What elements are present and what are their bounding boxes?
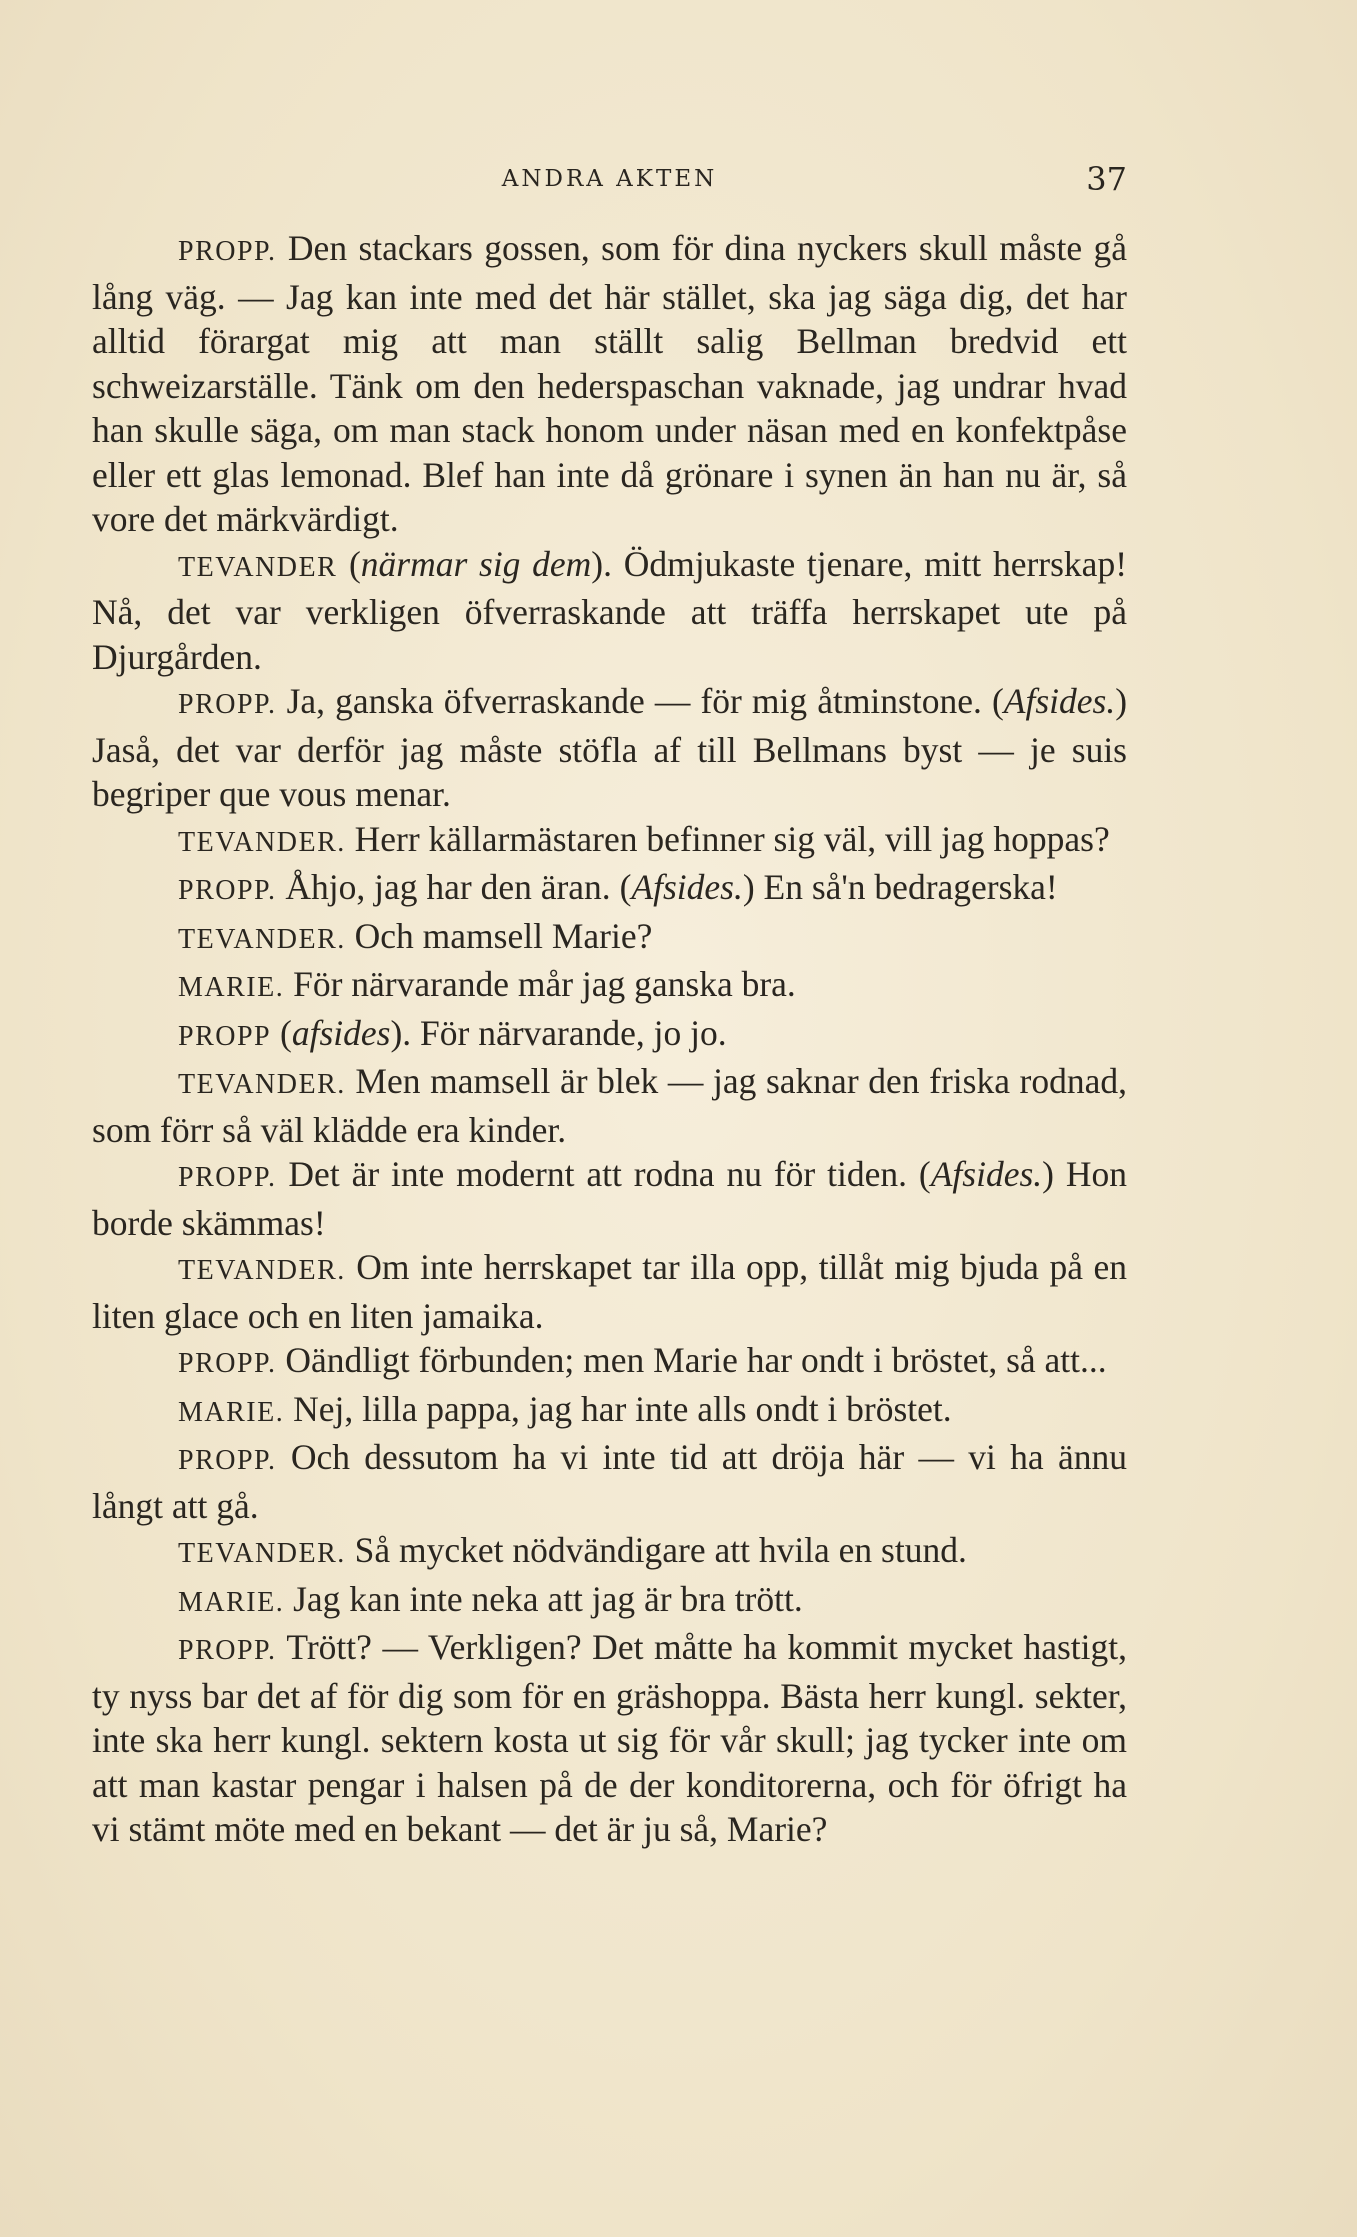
dialogue-paragraph [92, 1577, 1127, 1626]
dialogue-text: Hon borde skämmas! [92, 1154, 1128, 1243]
dialogue-text: Och dessutom ha vi inte tid att dröja här — vi ha ännu långt att gå. [92, 1437, 1127, 1526]
speaker-name: MARIE. [178, 1396, 285, 1428]
dialogue-text: Men mamsell är blek — jag saknar den friska rodnad, som förr så väl klädde era kinder. [92, 1061, 1128, 1150]
dialogue-paragraph [92, 865, 1127, 914]
speaker-name: PROPP. [178, 875, 277, 906]
dialogue-paragraph [92, 817, 1127, 866]
dialogue-text: Oändligt förbunden; men Marie har ondt i bröstet, så att... [285, 1340, 1107, 1380]
direction-close: ) [742, 867, 755, 907]
dialogue-text: Så mycket nödvändigare att hvila en stund. [354, 1530, 967, 1570]
direction-open: ( [991, 681, 1004, 721]
speaker-name: PROPP. [178, 1348, 277, 1379]
speaker-name: PROPP. [178, 1635, 277, 1666]
speaker-name: TEVANDER. [178, 1069, 346, 1100]
direction-close: ) [1115, 681, 1128, 721]
speaker-name: MARIE. [178, 1586, 285, 1618]
dialogue-text: För närvarande, jo jo. [420, 1012, 727, 1053]
speaker-name: PROPP. [178, 236, 277, 267]
speaker-name: PROPP. [178, 1162, 277, 1193]
dialogue-paragraph [92, 1059, 1127, 1152]
dialogue-paragraph [92, 1152, 1127, 1245]
page-number: 37 [1086, 160, 1127, 198]
dialogue-paragraph [92, 1011, 1127, 1060]
dialogue-text: Jag kan inte neka att jag är bra trött. [293, 1578, 803, 1619]
speaker-name: PROPP. [178, 1445, 277, 1476]
running-head: ANDRA AKTEN [501, 166, 718, 192]
dialogue-paragraph [92, 1338, 1127, 1387]
direction-open: ( [280, 1012, 292, 1053]
dialogue-text: Jaså, det var derför jag måste stöfla af till Bellmans byst — je suis begriper que vous menar. [92, 729, 1127, 814]
speaker-name: TEVANDER [178, 551, 338, 583]
dialogue-paragraph [92, 679, 1127, 817]
dialogue-paragraph [92, 542, 1127, 680]
speaker-name: PROPP [178, 1020, 272, 1052]
dialogue-paragraph [92, 1245, 1127, 1338]
dialogue-text: Åhjo, jag har den äran. [285, 867, 611, 907]
dialogue-paragraph [92, 1528, 1127, 1577]
dialogue-paragraph [92, 962, 1127, 1011]
speaker-name: TEVANDER. [178, 826, 346, 858]
page-header [92, 160, 1127, 200]
stage-direction: närmar sig dem [360, 543, 592, 584]
direction-close: ) [1042, 1154, 1054, 1194]
speaker-name: PROPP. [178, 689, 277, 720]
dialogue-text: Den stackars gossen, som för dina nyckers skull måste gå lång väg. — Jag kan inte med det här stället, ska jag säga dig, det har alltid förargat mig att man ställt salig Bellman bredvid ett schweizarställe. Tänk om den hederspaschan vaknade, jag undrar hvad han skulle säga, om man stack honom under näsan med en konfektpåse eller ett glas lemonad. Blef han inte då grönare i synen än han nu är, så vore det märkvärdigt. [92, 228, 1127, 539]
dialogue-text: Ödmjukaste tjenare, mitt herrskap! Nå, det var verkligen öfverraskande att träffa herrskapet ute på Djurgården. [92, 543, 1128, 677]
dialogue-text: Om inte herrskapet tar illa opp, tillåt mig bjuda på en liten glace och en liten jamaika. [92, 1247, 1127, 1336]
dialogue-text: Och mamsell Marie? [354, 915, 653, 956]
dialogue-text: För närvarande mår jag ganska bra. [293, 964, 796, 1004]
dialogue-text: Nej, lilla pappa, jag har inte alls ondt i bröstet. [293, 1388, 952, 1429]
stage-direction: afsides [291, 1012, 391, 1053]
dialogue-text: Herr källarmästaren befinner sig väl, vill jag hoppas? [354, 818, 1110, 859]
dialogue-paragraph [92, 226, 1127, 542]
stage-direction: Afsides. [930, 1154, 1043, 1194]
dialogue-text: Ja, ganska öfverraskande — för mig åtminstone. [286, 681, 982, 721]
dialogue-paragraph [92, 1387, 1127, 1436]
direction-close: ). [390, 1012, 412, 1053]
speaker-name: MARIE. [178, 972, 285, 1003]
dialogue-text: Trött? — Verkligen? Det måtte ha kommit mycket hastigt, ty nyss bar det af för dig som för en gräshoppa. Bästa herr kungl. sekter, inte ska herr kungl. sektern kosta ut sig för vår skull; jag tycker inte om att man kastar pengar i halsen på de der konditorerna, och för öfrigt ha vi stämt möte med en bekant — det är ju så, Marie? [92, 1627, 1127, 1849]
stage-direction: Afsides. [631, 867, 743, 907]
dialogue-paragraph [92, 1435, 1127, 1528]
speaker-name: TEVANDER. [178, 1255, 346, 1286]
direction-open: ( [619, 867, 632, 907]
stage-direction: Afsides. [1003, 681, 1116, 721]
dialogue-paragraph [92, 914, 1127, 963]
dialogue-text: En så'n bedragerska! [763, 867, 1058, 907]
speaker-name: TEVANDER. [178, 923, 346, 955]
dialogue-paragraph [92, 1625, 1127, 1852]
dialogue-text: Det är inte modernt att rodna nu för tiden. [288, 1154, 907, 1194]
speaker-name: TEVANDER. [178, 1538, 346, 1569]
play-text [92, 226, 1127, 1852]
direction-open: ( [918, 1154, 931, 1194]
direction-open: ( [348, 543, 361, 584]
direction-close: ). [591, 543, 612, 584]
